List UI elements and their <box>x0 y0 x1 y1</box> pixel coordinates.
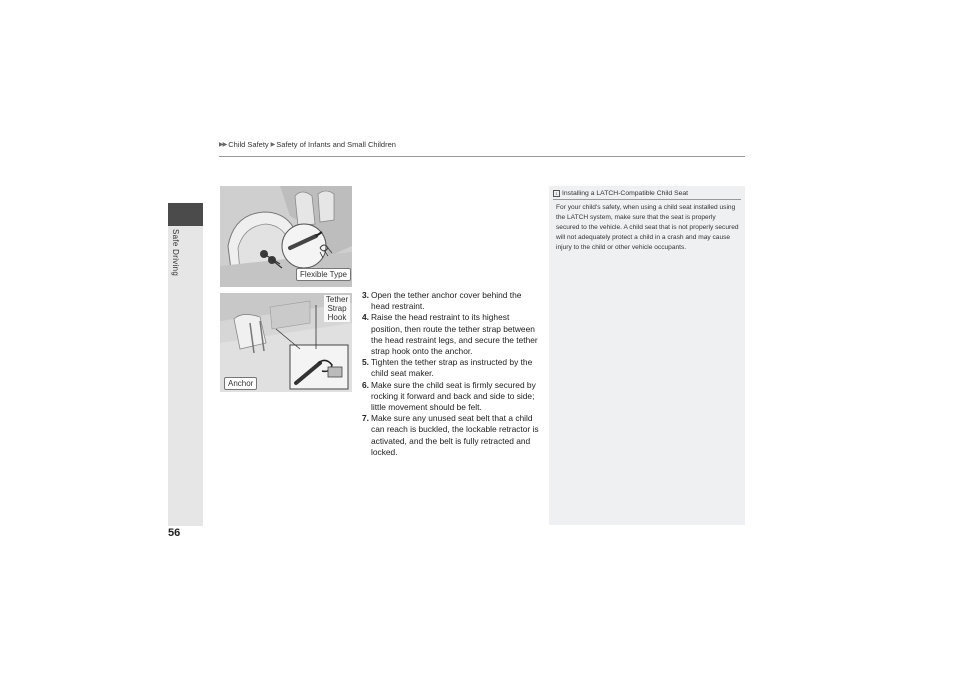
breadcrumb-arrow-icon: ▶▶ <box>219 142 227 148</box>
step-number: 6. <box>362 379 369 390</box>
step-item <box>362 380 542 414</box>
anchor-label: Anchor <box>224 377 257 390</box>
instruction-steps <box>362 290 542 458</box>
step-number: 4. <box>362 312 369 323</box>
step-text: Make sure any unused seat belt that a child can reach is buckled, the lockable retractor is activated, and the belt is fully retracted and locked. <box>371 413 539 457</box>
breadcrumb-item-child-safety[interactable]: Child Safety <box>228 140 269 149</box>
step-text: Open the tether anchor cover behind the head restraint. <box>371 290 522 312</box>
step-number: 3. <box>362 290 369 300</box>
flexible-type-label: Flexible Type <box>296 268 351 281</box>
step-item <box>362 413 542 458</box>
page-number: 56 <box>168 527 181 539</box>
note-title <box>553 190 688 197</box>
note-title-text: Installing a LATCH-Compatible Child Seat <box>562 190 689 197</box>
header-divider <box>219 156 745 157</box>
note-body: For your child's safety, when using a child seat installed using the LATCH system, make sure that the seat is properly secured to the vehicle. A child seat that is not properly secured will not adequately protect a child in a crash and may cause injury to the child or other vehicle occupants. <box>556 204 739 251</box>
step-item <box>362 290 542 312</box>
breadcrumb-item-safety-of-infants[interactable]: Safety of Infants and Small Children <box>276 140 396 149</box>
note-divider <box>553 199 741 200</box>
tether-anchor-illustration <box>220 293 352 392</box>
breadcrumb-separator-icon: ▶ <box>270 142 275 148</box>
step-text: Raise the head restraint to its highest position, then route the tether strap between the head restraint legs, and secure the tether strap hook onto the anchor. <box>371 312 538 357</box>
section-tab <box>168 203 203 226</box>
step-item <box>362 357 542 379</box>
step-number: 7. <box>362 413 369 424</box>
breadcrumb <box>219 140 396 149</box>
step-item <box>362 312 542 357</box>
step-text: Tighten the tether strap as instructed by the child seat maker. <box>371 357 533 379</box>
child-seat-illustration <box>220 186 352 287</box>
step-text: Make sure the child seat is firmly secured by rocking it forward and back and side to side; little movement should be felt. <box>371 379 536 413</box>
note-icon: 1 <box>553 190 560 197</box>
tether-strap-hook-label: Tether Strap Hook <box>325 295 349 322</box>
step-number: 5. <box>362 357 369 368</box>
section-label: Safe Driving <box>171 229 180 277</box>
